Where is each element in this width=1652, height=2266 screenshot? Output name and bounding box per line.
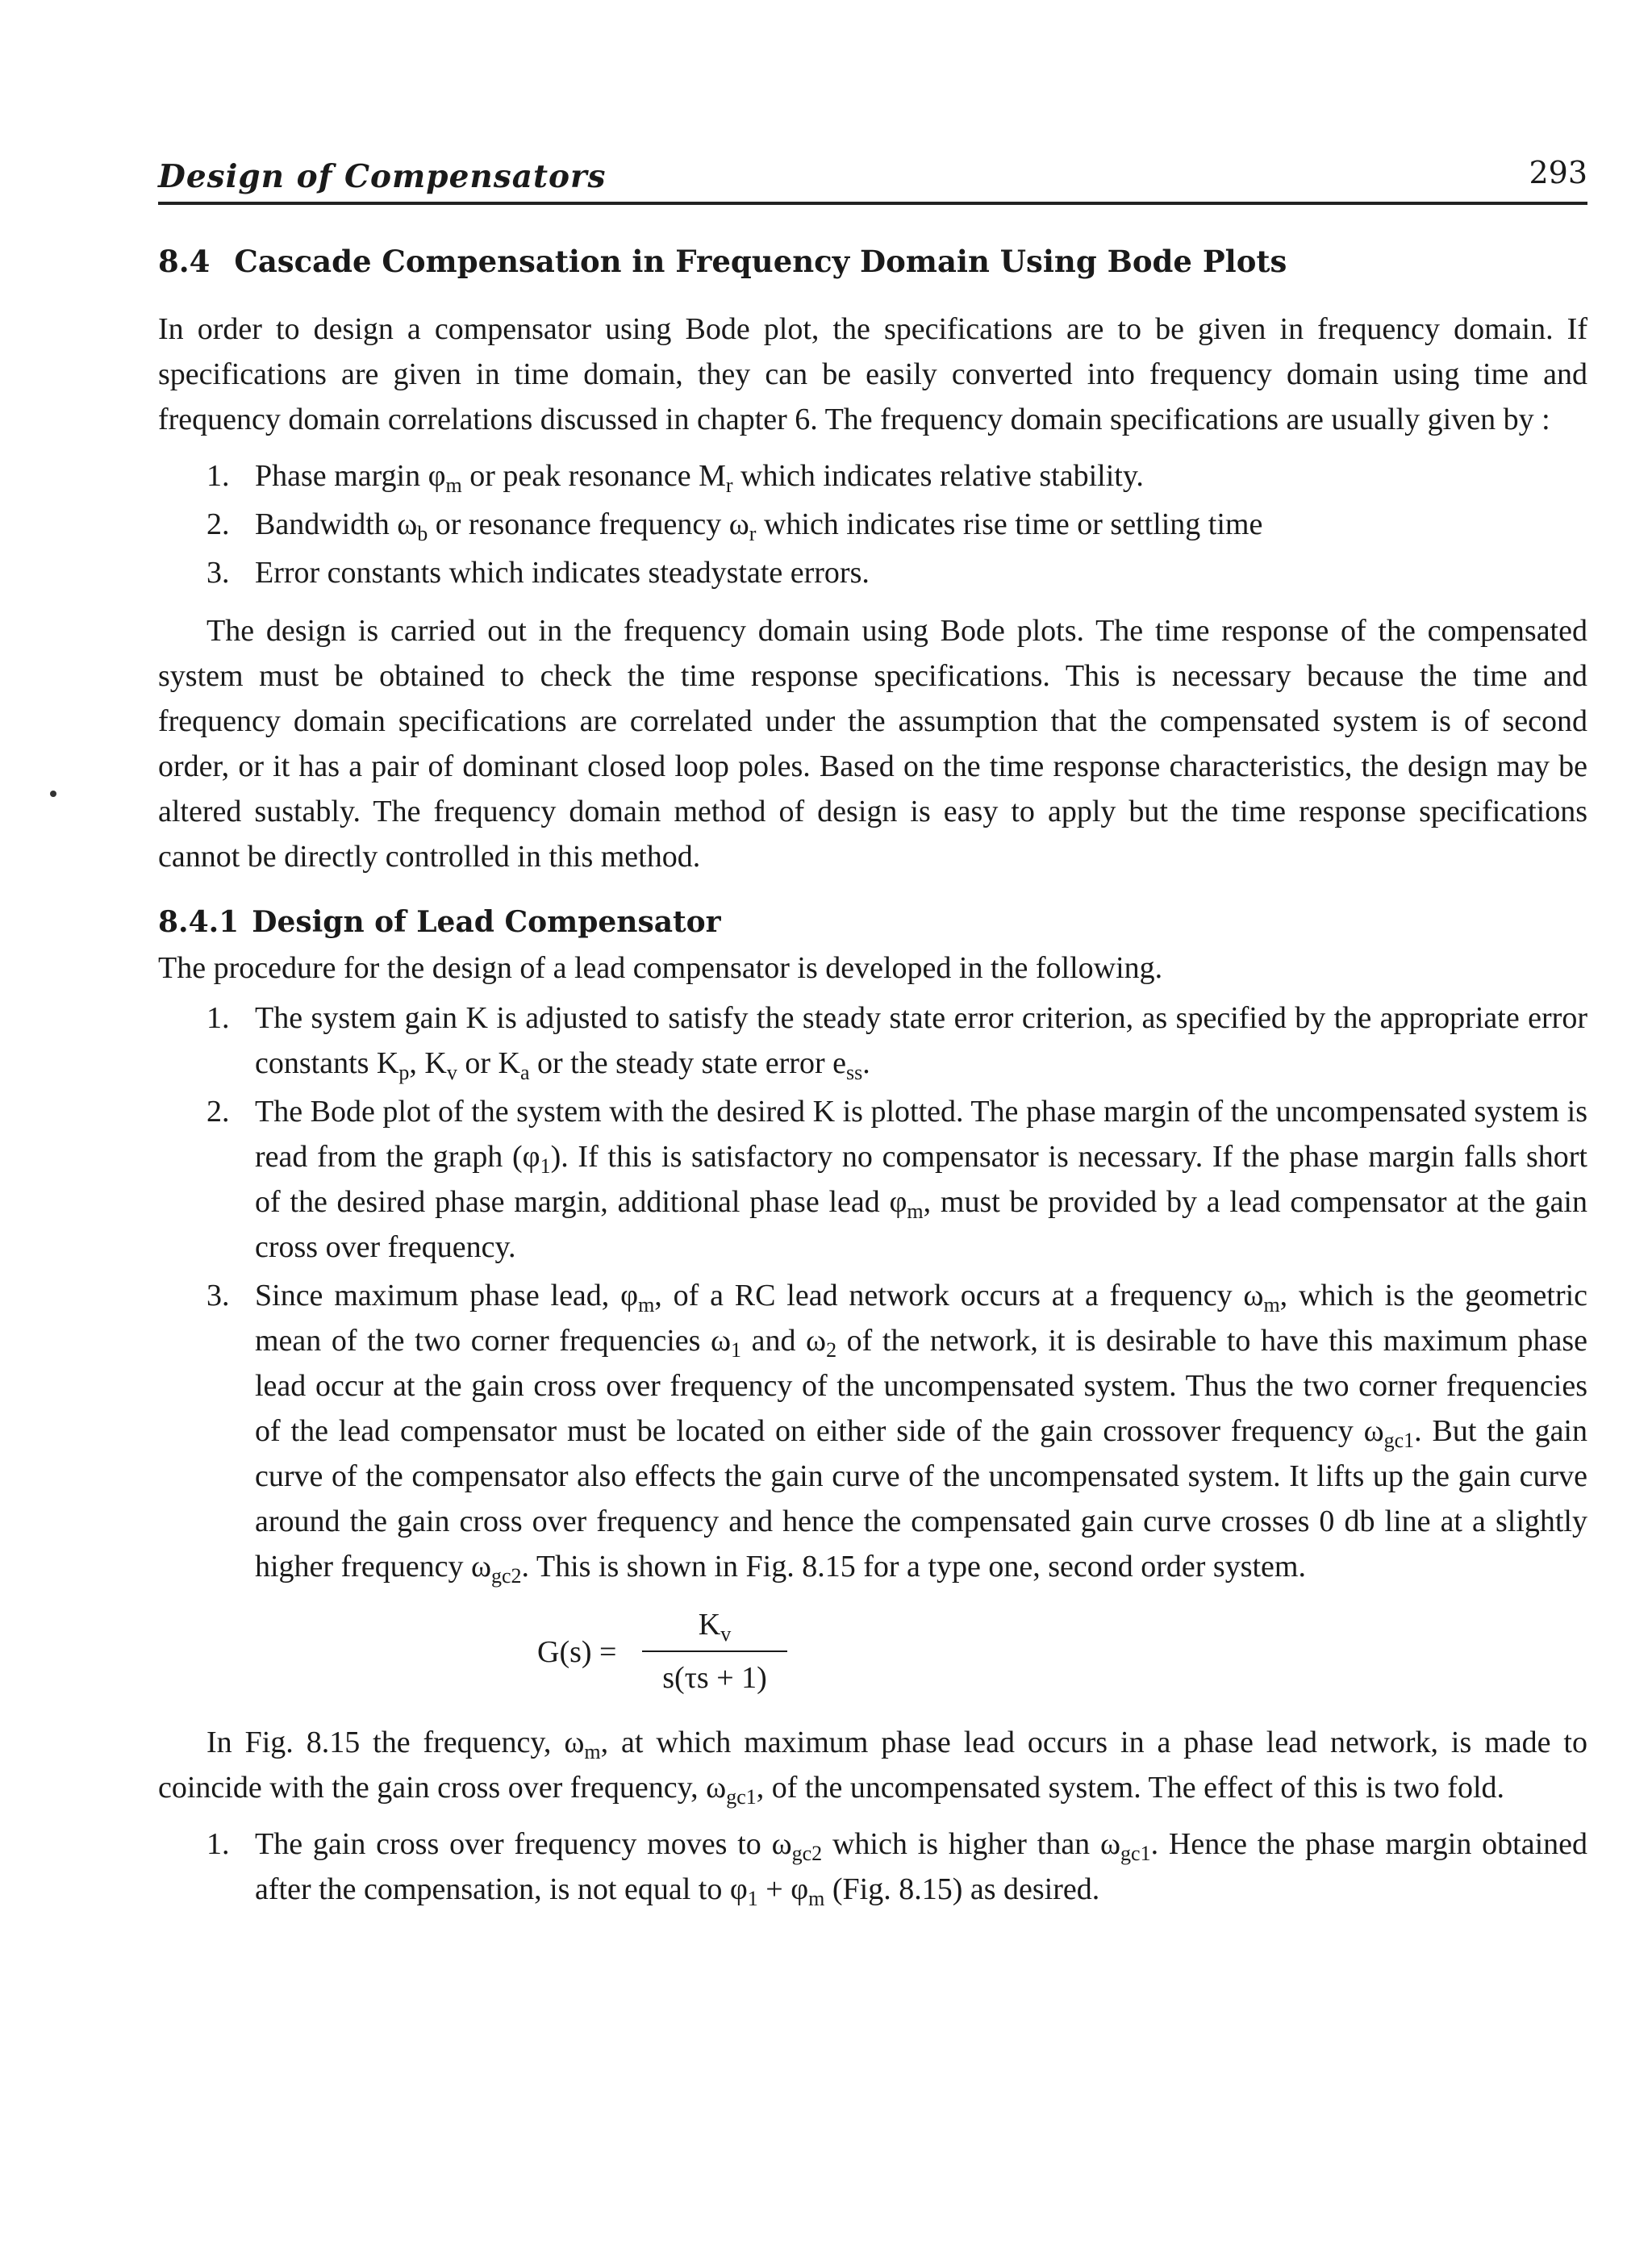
fig-paragraph: In Fig. 8.15 the frequency, $\omega_m$, at which maximum phase lead occurs in a phase lead network, is made to coincide with the gain cross over frequency, $\omega_{gc1}$, of the uncompensated system. The effect of this is two fold. — [158, 1726, 1587, 1809]
book-page — [158, 145, 1587, 1925]
design-paragraph: The design is carried out in the frequency domain using Bode plots. The time response of the compensated system must be obtained to check the time response specifications. This is necessary because the time and frequency domain specifications are correlated under the assumption that the compensated system is of second order, or it has a pair of dominant closed loop poles. Based on the time response characteristics, the design may be altered sustably. The frequency domain method of design is easy to apply but the time response specifications cannot be directly controlled in this method. — [158, 614, 1587, 874]
scan-speck — [50, 791, 56, 797]
effects-list — [158, 1822, 1587, 1912]
running-title: Design of Compensators — [158, 158, 607, 195]
transfer-function-equation — [158, 1602, 1587, 1707]
page-number: 293 — [1529, 155, 1587, 190]
section-intro-paragraph: In order to design a compensator using Bode plot, the specifications are to be given in frequency domain. If specifications are given in time domain, they can be easily converted into frequency domain using time and frequency domain correlations discussed in chapter 6. The frequency domain specifications are usually given by : — [158, 312, 1587, 436]
list-item: 1. The gain cross over frequency moves to $\omega_{gc2}$ which is higher than $\omega_{gc1}$. Hence the phase margin obtained after the compensation, is not equal to $\varphi_1 + \varphi_m$ (Fig. 8.15) as desired. — [206, 1827, 1587, 1910]
list-item: 1. The system gain K is adjusted to satisfy the steady state error criterion, as specified by the appropriate error constants $K_p$, $K_v$ or $K_a$ or the steady state error $e_{ss}$. — [206, 1001, 1587, 1084]
subsection-intro-paragraph: The procedure for the design of a lead compensator is developed in the following. — [158, 951, 1163, 985]
list-item: 2. Bandwidth $\omega_b$ or resonance frequency $\omega_r$ which indicates rise time or settling time — [206, 507, 1263, 545]
subsection-number: 8.4.1 — [158, 905, 240, 939]
list-item: 2. The Bode plot of the system with the desired K is plotted. The phase margin of the uncompensated system is read from the graph $(\varphi_1)$. If this is satisfactory no compensator is necessary. If the phase margin falls short of the desired phase margin, additional phase lead $\varphi_m$, must be provided by a lead compensator at the gain cross over frequency. — [206, 1095, 1587, 1264]
fraction-bar — [642, 1650, 787, 1652]
section-title: Cascade Compensation in Frequency Domain Using Bode Plots — [234, 244, 1287, 279]
specification-list — [158, 453, 1587, 595]
list-item: 3. Error constants which indicates steadystate errors. — [206, 556, 870, 590]
list-item: 1. Phase margin $\varphi_m$ or peak resonance $M_r$ which indicates relative stability. — [206, 459, 1144, 497]
section-number: 8.4 — [158, 244, 211, 279]
equation-fraction — [642, 1602, 787, 1701]
list-item: 3. Since maximum phase lead, $\varphi_m$, of a RC lead network occurs at a frequency $\omega_m$, which is the geometric mean of the two corner frequencies $\omega_1$ and $\omega_2$ of the network, it is desirable to have this maximum phase lead occur at the gain cross over frequency of the uncompensated system. Thus the two corner frequencies of the lead compensator must be located on either side of the gain crossover frequency $\omega_{gc1}$. But the gain curve of the compensator also effects the gain curve of the uncompensated system. It lifts up the gain curve around the gain cross over frequency and hence the compensated gain curve crosses 0 db line at a slightly higher frequency $\omega_{gc2}$. This is shown in Fig. 8.15 for a type one, second order system. — [206, 1279, 1588, 1588]
subsection-title: Design of Lead Compensator — [252, 905, 721, 939]
design-steps-list — [158, 995, 1587, 1589]
equation-numerator: $K_v$ — [698, 1608, 732, 1646]
equation-lhs: G(s) = — [537, 1635, 617, 1669]
running-header — [158, 145, 1587, 205]
equation-denominator: s(τs + 1) — [662, 1661, 767, 1695]
subsection-heading — [158, 905, 1587, 939]
section-heading — [158, 244, 1587, 279]
